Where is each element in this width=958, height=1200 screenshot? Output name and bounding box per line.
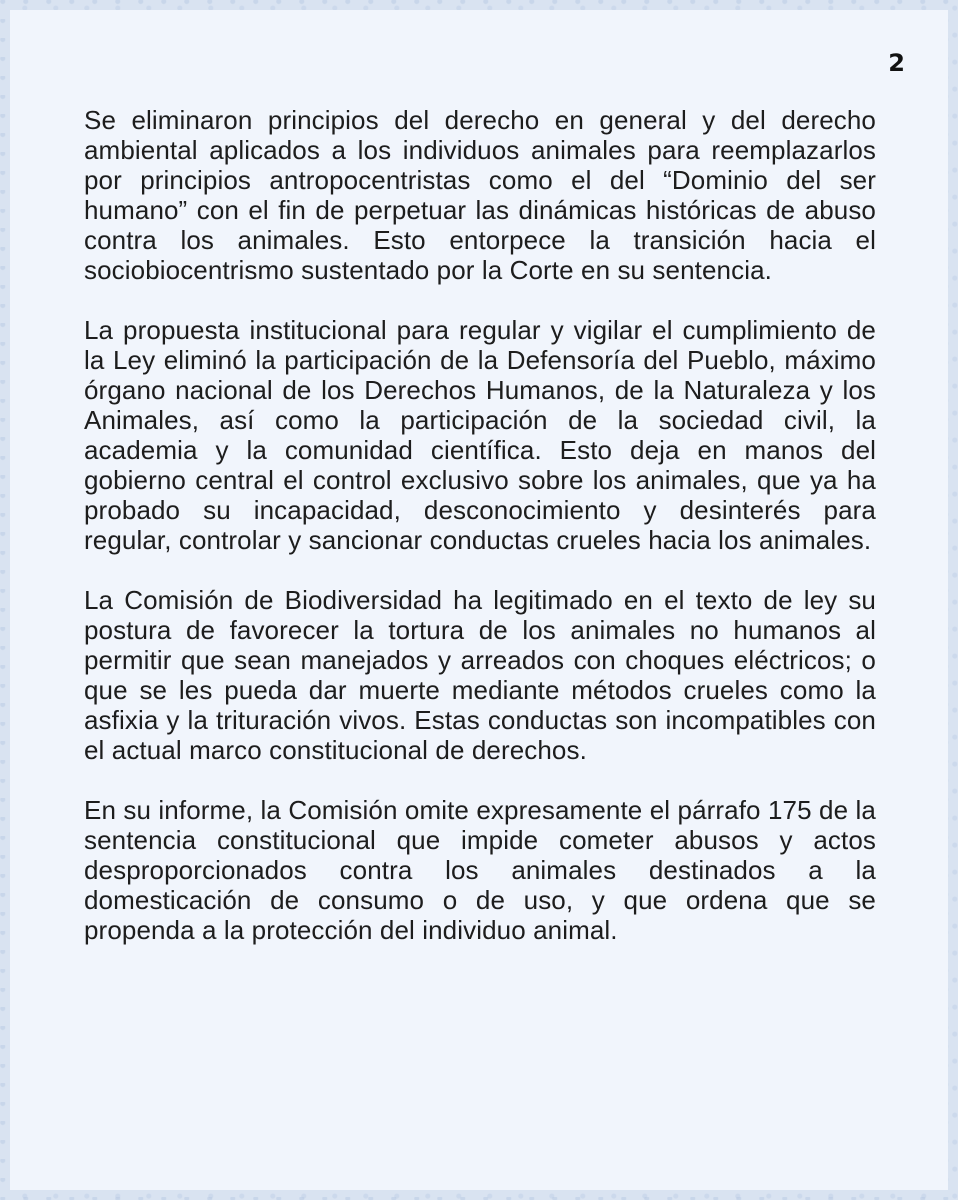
paragraph-1: Se eliminaron principios del derecho en general y del derecho ambiental aplicados a los individuos animales para reemplazarlos por principios antropocentristas como el del “Dominio del ser humano” con el fin de perpetuar las dinámicas históricas de abuso contra los animales. Esto entorpece la transición hacia el sociobiocentrismo sustentado por la Corte en su sentencia. [84, 105, 876, 285]
paragraph-3: La Comisión de Biodiversidad ha legitimado en el texto de ley su postura de favorecer la tortura de los animales no humanos al permitir que sean manejados y arreados con choques eléctricos; o que se les pueda dar muerte mediante métodos crueles como la asfixia y la trituración vivos. Estas conductas son incompatibles con el actual marco constitucional de derechos. [84, 585, 876, 765]
paragraph-4: En su informe, la Comisión omite expresamente el párrafo 175 de la sentencia constitucional que impide cometer abusos y actos desproporcionados contra los animales destinados a la domesticación de consumo o de uso, y que ordena que se propenda a la protección del individuo animal. [84, 795, 876, 945]
document-page [10, 10, 948, 1190]
paragraph-2: La propuesta institucional para regular y vigilar el cumplimiento de la Ley eliminó la participación de la Defensoría del Pueblo, máximo órgano nacional de los Derechos Humanos, de la Naturaleza y los Animales, así como la participación de la sociedad civil, la academia y la comunidad científica. Esto deja en manos del gobierno central el control exclusivo sobre los animales, que ya ha probado su incapacidad, desconocimiento y desinterés para regular, controlar y sancionar conductas crueles hacia los animales. [84, 315, 876, 555]
page-number: 2 [888, 49, 905, 77]
document-body [84, 105, 876, 975]
